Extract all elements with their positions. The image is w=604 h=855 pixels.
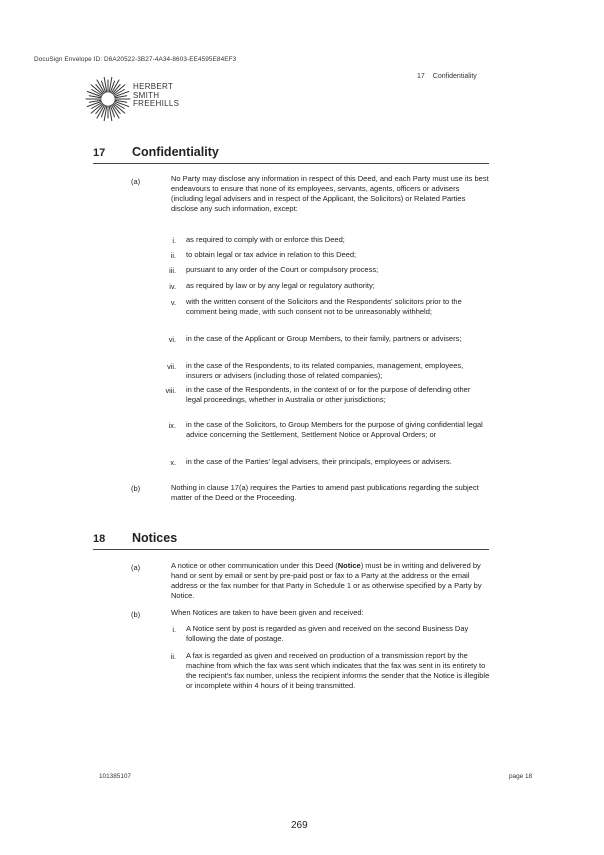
item-18b-ii-num: ii. [170, 652, 176, 661]
logo-line-1: HERBERT [133, 82, 174, 91]
item-18b-i-num: i. [172, 625, 176, 634]
item-17a-i-num: i. [172, 236, 176, 245]
section-18-rule [93, 549, 489, 550]
section-18-title: Notices [132, 531, 178, 545]
clause-17b-text: Nothing in clause 17(a) requires the Parties to amend past publications regarding the subject matter of the Deed or the Proceeding. [171, 483, 479, 502]
item-17a-i-text: as required to comply with or enforce this Deed; [186, 235, 345, 244]
item-18b-ii-text: A fax is regarded as given and received on production of a transmission report by the machine from which the fax was sent which indicates that the fax was sent in its entirety to the recipient's fax number, unless the recipient informs the sender that the Notice is illegible or incomplete within 4 hours of it being transmitted. [186, 651, 490, 690]
item-17a-viii-num: viii. [165, 386, 176, 395]
page-number: 269 [291, 820, 308, 831]
item-17a-iv-text: as required by law or by any legal or regulatory authority; [186, 281, 375, 290]
item-17a-vi-num: vi. [168, 335, 176, 344]
footer-document-id: 101385107 [99, 773, 131, 780]
item-17a-vi-text: in the case of the Applicant or Group Members, to their family, partners or advisers; [186, 334, 462, 343]
item-17a-v-num: v. [170, 298, 176, 307]
clause-18a-text-part2: ) must be in writing and delivered by hand or sent by email or sent by pre-paid post or fax to a Party at the address or the email address or the fax number for that Party in Schedule 1 or as otherwise specified by a Party by Notice. [171, 561, 482, 600]
item-17a-iii-text: pursuant to any order of the Court or compulsory process; [186, 265, 379, 274]
clause-18b-label: (b) [131, 610, 141, 619]
clause-17b-label: (b) [131, 484, 141, 493]
item-17a-viii-text: in the case of the Respondents, in the context of or for the purpose of defending other legal proceedings, whether in Australia or other jurisdictions; [186, 385, 471, 404]
section-17-rule [93, 163, 489, 164]
item-17a-vii-num: vii. [167, 362, 176, 371]
notice-defined-term: Notice [337, 561, 361, 570]
item-17a-ii-text: to obtain legal or tax advice in relation to this Deed; [186, 250, 357, 259]
running-header-title: Confidentiality [432, 73, 477, 80]
section-17-title: Confidentiality [132, 145, 219, 159]
clause-18a-text [171, 561, 493, 601]
item-17a-x-text: in the case of the Parties' legal advisers, their principals, employees or advisers. [186, 457, 452, 466]
clause-18a-text-part1: A notice or other communication under this Deed ( [171, 561, 338, 570]
item-17a-ix-text: in the case of the Solicitors, to Group Members for the purpose of giving confidential legal advice concerning the Settlement, Settlement Notice or Approval Orders; or [186, 420, 483, 439]
docusign-envelope-id: DocuSign Envelope ID: D6A20522-3B27-4A34-8603-EE4595E84EF3 [34, 56, 237, 63]
section-17-number: 17 [93, 147, 106, 159]
herbert-smith-freehills-logo-icon [84, 75, 132, 123]
clause-18a-label: (a) [131, 563, 141, 572]
footer-page-label: page 18 [509, 773, 533, 780]
item-17a-vii-text: in the case of the Respondents, to its related companies, management, employees, insurers or advisers (including those of related companies); [186, 361, 464, 380]
item-17a-iv-num: iv. [169, 282, 176, 291]
running-header-number: 17 [417, 73, 425, 80]
clause-17a-text: No Party may disclose any information in respect of this Deed, and each Party must use its best endeavours to ensure that none of its employees, servants, agents, officers or advisers (including legal advisers and in respect of the Applicant, the Solicitors) or Related Parties disclose any such information, except: [171, 174, 489, 213]
item-17a-ii-num: ii. [170, 251, 176, 260]
logo-line-3: FREEHILLS [133, 99, 180, 109]
item-17a-iii-num: iii. [169, 266, 176, 275]
section-18-number: 18 [93, 533, 106, 545]
running-header [417, 73, 485, 80]
logo-line-2: SMITH [133, 90, 160, 100]
item-18b-i-text: A Notice sent by post is regarded as given and received on the second Business Day following the date of postage. [186, 624, 469, 643]
clause-17a-label: (a) [131, 177, 141, 186]
logo-wordmark [133, 83, 179, 109]
item-17a-v-text: with the written consent of the Solicitors and the Respondents' solicitors prior to the comment being made, with such consent not to be unreasonably withheld; [186, 297, 462, 316]
item-17a-x-num: x. [170, 458, 176, 467]
clause-18b-text: When Notices are taken to have been given and received: [171, 608, 364, 617]
item-17a-ix-num: ix. [168, 421, 176, 430]
